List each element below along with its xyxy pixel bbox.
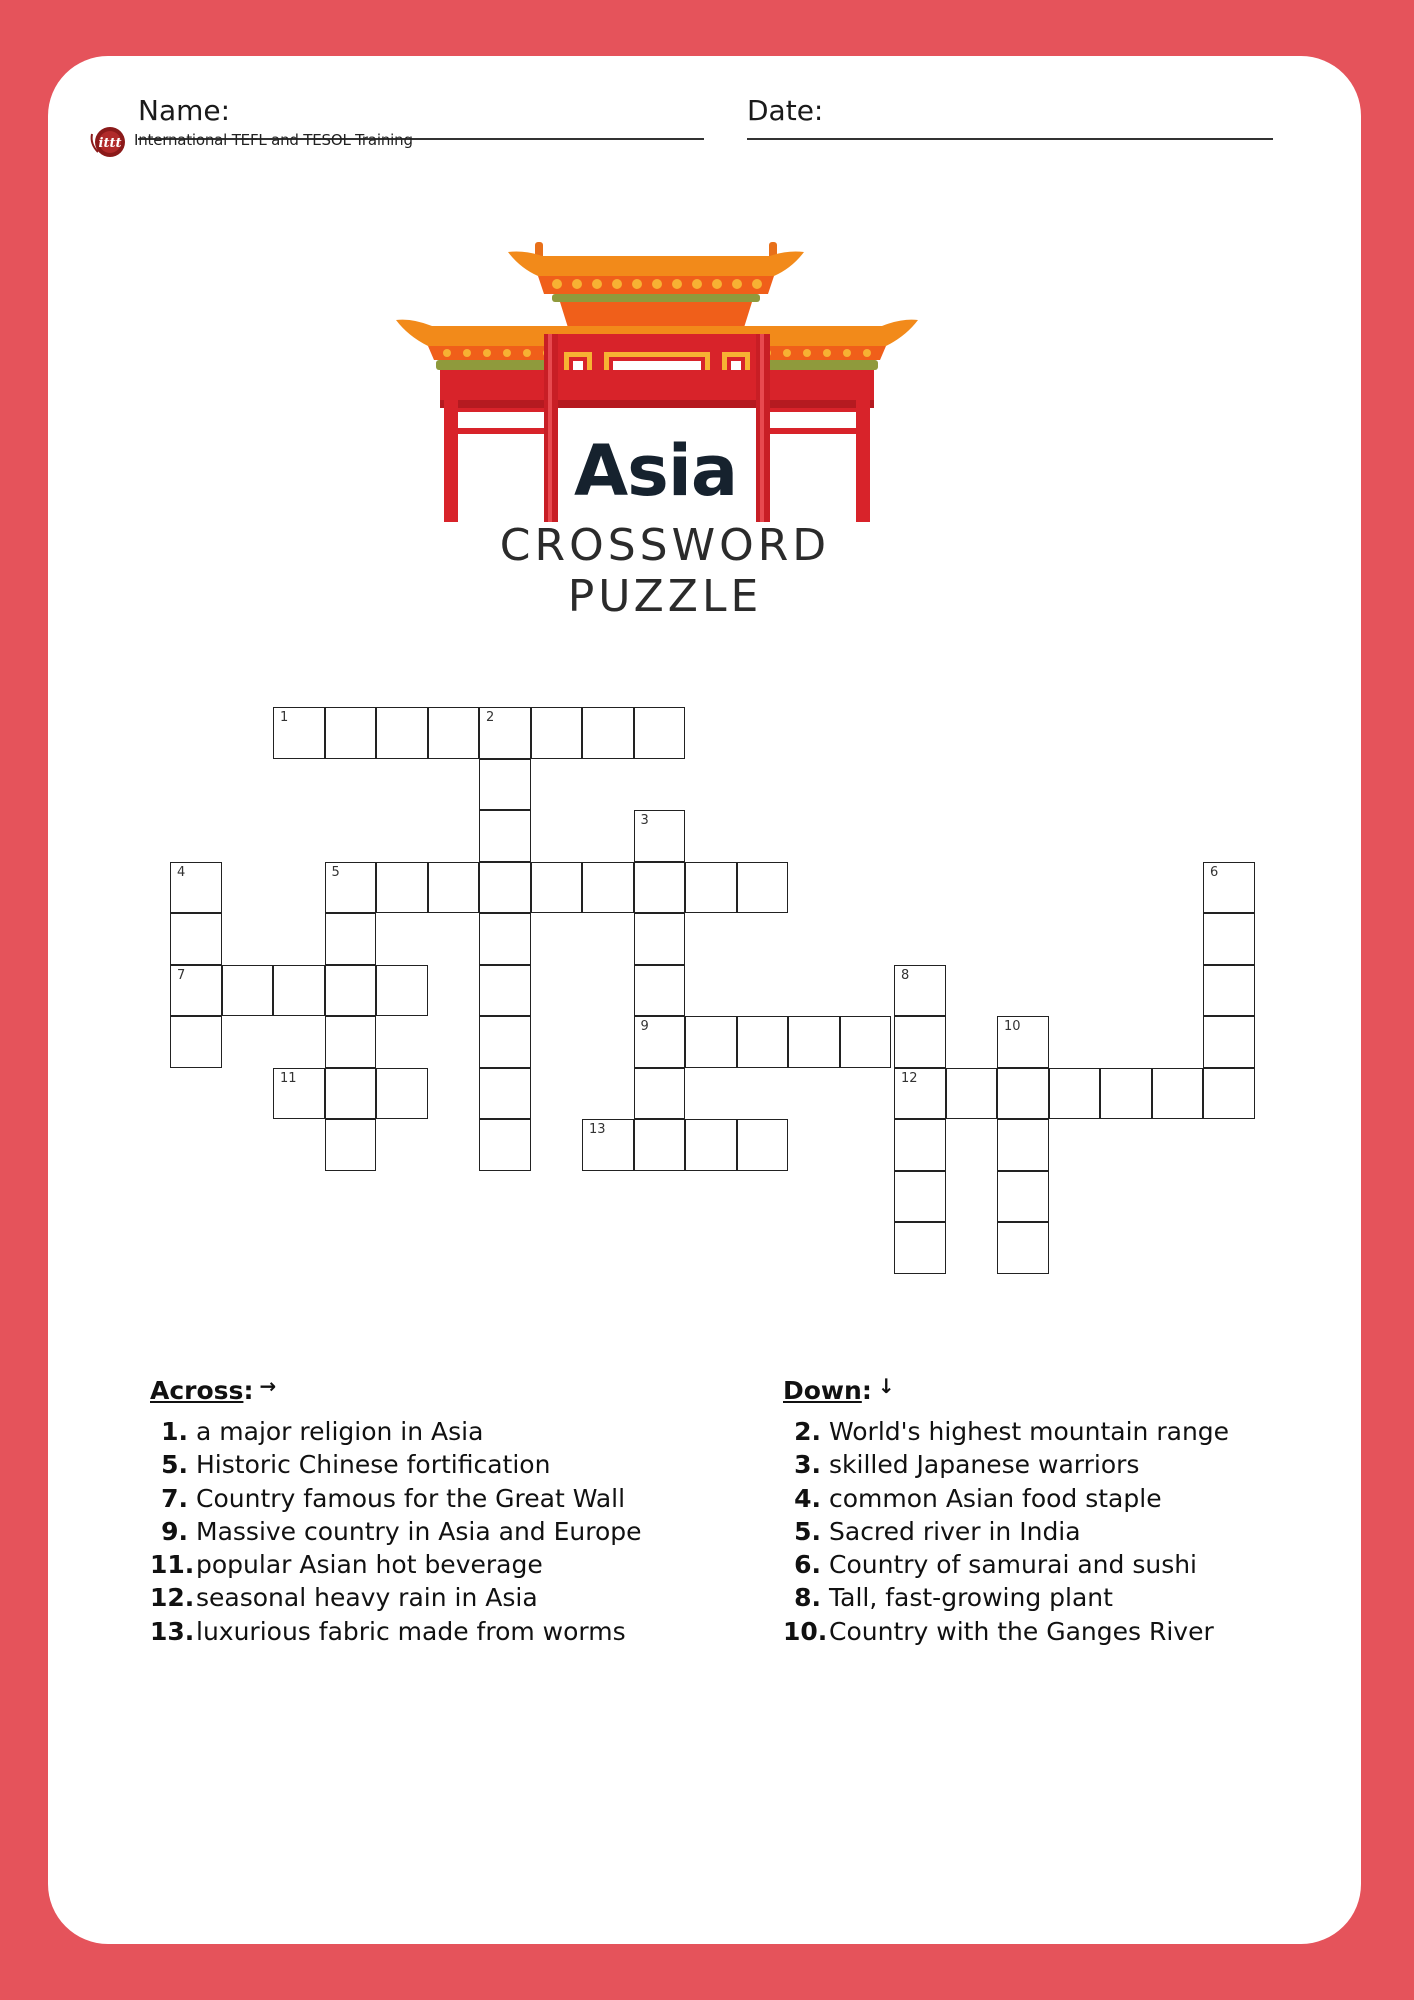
ittt-logo bbox=[86, 118, 413, 162]
clue-number: 4 bbox=[177, 864, 186, 880]
grid-cell[interactable] bbox=[634, 1068, 686, 1120]
grid-cell[interactable] bbox=[1203, 913, 1255, 965]
clue-item: 9. Massive country in Asia and Europe bbox=[161, 1516, 642, 1546]
clue-number: 9 bbox=[640, 1019, 649, 1034]
grid-cell[interactable] bbox=[376, 862, 428, 914]
grid-cell[interactable] bbox=[170, 862, 222, 914]
grid-cell[interactable] bbox=[634, 1119, 686, 1171]
grid-cell[interactable] bbox=[582, 707, 634, 759]
across-heading: Across: → bbox=[150, 1374, 277, 1405]
grid-cell[interactable] bbox=[479, 1016, 531, 1068]
grid-cell[interactable] bbox=[376, 965, 428, 1017]
clue-number: 12 bbox=[901, 1070, 918, 1086]
grid-cell[interactable] bbox=[788, 1016, 840, 1068]
grid-cell[interactable] bbox=[582, 1119, 634, 1171]
clue-item: 11. popular Asian hot beverage bbox=[150, 1550, 543, 1580]
clue-number: 8 bbox=[901, 967, 910, 983]
grid-cell[interactable] bbox=[894, 1119, 946, 1171]
across-clues bbox=[150, 1376, 642, 1648]
clue-item: 7. Country famous for the Great Wall bbox=[161, 1483, 626, 1513]
grid-cell[interactable] bbox=[894, 1222, 946, 1274]
grid-cell[interactable] bbox=[1203, 1068, 1255, 1120]
grid-cell[interactable] bbox=[685, 1016, 737, 1068]
grid-cell[interactable] bbox=[1203, 1016, 1255, 1068]
grid-cell[interactable] bbox=[531, 862, 583, 914]
clue-item: 1. a major religion in Asia bbox=[161, 1417, 484, 1446]
grid-cell[interactable] bbox=[582, 862, 634, 914]
grid-cell[interactable] bbox=[997, 1016, 1049, 1068]
grid-cell[interactable] bbox=[428, 707, 480, 759]
grid-cell[interactable] bbox=[634, 810, 686, 862]
grid-cell[interactable] bbox=[325, 1119, 377, 1171]
grid-cell[interactable] bbox=[479, 965, 531, 1017]
grid-cell[interactable] bbox=[273, 1068, 325, 1120]
grid-cell[interactable] bbox=[376, 1068, 428, 1120]
clue-number: 11 bbox=[280, 1070, 297, 1086]
grid-cell[interactable] bbox=[325, 1016, 377, 1068]
grid-cell[interactable] bbox=[737, 1016, 789, 1068]
name-label: Name: bbox=[138, 94, 231, 127]
grid-cell[interactable] bbox=[325, 707, 377, 759]
grid-cell[interactable] bbox=[1100, 1068, 1152, 1120]
clue-item: 12. seasonal heavy rain in Asia bbox=[150, 1583, 538, 1613]
grid-cell[interactable] bbox=[997, 1119, 1049, 1171]
clue-number: 3 bbox=[640, 813, 649, 828]
grid-cell[interactable] bbox=[170, 965, 222, 1017]
logo-text: International TEFL and TESOL Training bbox=[134, 131, 413, 149]
clue-item: 4. common Asian food staple bbox=[794, 1483, 1162, 1513]
ittt-logo-icon bbox=[86, 118, 130, 162]
grid-cell[interactable] bbox=[170, 913, 222, 965]
clue-item: 5. Sacred river in India bbox=[794, 1516, 1081, 1546]
grid-cell[interactable] bbox=[1152, 1068, 1204, 1120]
arrow-right-icon: → bbox=[259, 1374, 277, 1398]
grid-cell[interactable] bbox=[634, 707, 686, 759]
grid-cell[interactable] bbox=[325, 862, 377, 914]
grid-cell[interactable] bbox=[376, 707, 428, 759]
clue-item: 2. World's highest mountain range bbox=[794, 1417, 1230, 1446]
clue-number: 13 bbox=[589, 1122, 606, 1137]
grid-cell[interactable] bbox=[479, 1119, 531, 1171]
clue-number: 6 bbox=[1210, 864, 1219, 880]
grid-cell[interactable] bbox=[1203, 965, 1255, 1017]
grid-cell[interactable] bbox=[894, 1016, 946, 1068]
grid-cell[interactable] bbox=[479, 810, 531, 862]
down-heading: Down: ↓ bbox=[783, 1374, 895, 1405]
clue-item: 8. Tall, fast-growing plant bbox=[794, 1583, 1113, 1613]
date-field[interactable] bbox=[747, 138, 1273, 140]
grid-cell[interactable] bbox=[997, 1171, 1049, 1223]
grid-cell[interactable] bbox=[1203, 862, 1255, 914]
page-title: Asia bbox=[574, 430, 738, 512]
grid-cell[interactable] bbox=[737, 1119, 789, 1171]
grid-cell[interactable] bbox=[325, 965, 377, 1017]
grid-cell[interactable] bbox=[325, 1068, 377, 1120]
grid-cell[interactable] bbox=[428, 862, 480, 914]
grid-cell[interactable] bbox=[685, 1119, 737, 1171]
grid-cell[interactable] bbox=[634, 965, 686, 1017]
grid-cell[interactable] bbox=[997, 1222, 1049, 1274]
clue-number: 1 bbox=[280, 710, 289, 725]
grid-cell[interactable] bbox=[946, 1068, 998, 1120]
grid-cell[interactable] bbox=[479, 913, 531, 965]
grid-cell[interactable] bbox=[531, 707, 583, 759]
grid-cell[interactable] bbox=[273, 965, 325, 1017]
grid-cell[interactable] bbox=[894, 965, 946, 1017]
grid-cell[interactable] bbox=[840, 1016, 892, 1068]
grid-cell[interactable] bbox=[894, 1068, 946, 1120]
clue-number: 7 bbox=[177, 967, 186, 983]
page-subtitle: CROSSWORD PUZZLE bbox=[499, 520, 831, 622]
grid-cell[interactable] bbox=[170, 1016, 222, 1068]
svg-text:ittt: ittt bbox=[98, 136, 122, 151]
grid-cell[interactable] bbox=[1049, 1068, 1101, 1120]
clue-item: 6. Country of samurai and sushi bbox=[794, 1550, 1198, 1580]
grid-cell[interactable] bbox=[634, 862, 686, 914]
grid-cell[interactable] bbox=[894, 1171, 946, 1223]
grid-cell[interactable] bbox=[479, 707, 531, 759]
clue-item: 10. Country with the Ganges River bbox=[783, 1616, 1214, 1646]
date-label: Date: bbox=[747, 94, 824, 127]
grid-cell[interactable] bbox=[479, 759, 531, 811]
clue-item: 13. luxurious fabric made from worms bbox=[150, 1616, 626, 1646]
grid-cell[interactable] bbox=[325, 913, 377, 965]
clue-item: 5. Historic Chinese fortification bbox=[161, 1450, 551, 1480]
grid-cell[interactable] bbox=[685, 862, 737, 914]
clue-number: 10 bbox=[1004, 1019, 1021, 1034]
grid-cell[interactable] bbox=[634, 913, 686, 965]
clue-item: 3. skilled Japanese warriors bbox=[794, 1450, 1140, 1480]
grid-cell[interactable] bbox=[222, 965, 274, 1017]
grid-cell[interactable] bbox=[737, 862, 789, 914]
down-clues bbox=[783, 1376, 1229, 1648]
grid-cell[interactable] bbox=[479, 1068, 531, 1120]
grid-cell[interactable] bbox=[997, 1068, 1049, 1120]
clue-number: 2 bbox=[486, 710, 495, 725]
grid-cell[interactable] bbox=[634, 1016, 686, 1068]
arrow-down-icon: ↓ bbox=[877, 1374, 895, 1398]
clue-number: 5 bbox=[331, 864, 340, 880]
grid-cell[interactable] bbox=[479, 862, 531, 914]
grid-cell[interactable] bbox=[273, 707, 325, 759]
